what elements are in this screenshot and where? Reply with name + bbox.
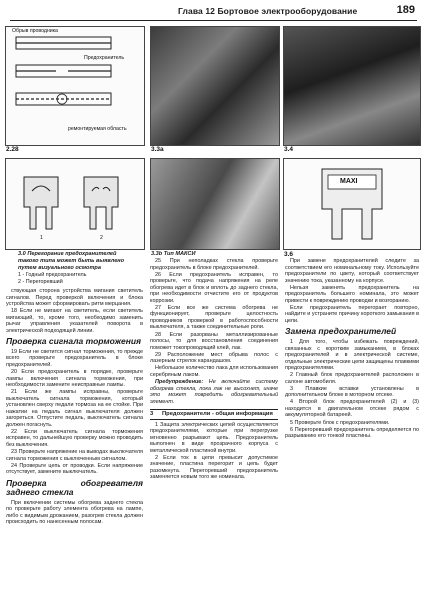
figure-3-6 bbox=[283, 158, 421, 250]
page-number: 189 bbox=[396, 4, 415, 16]
page-header bbox=[10, 4, 417, 21]
figure-3-4-photo bbox=[283, 26, 421, 146]
warning-note bbox=[150, 379, 278, 405]
figure-3-0-legend bbox=[18, 272, 138, 286]
annotation-wire-break: Обрыв проводника bbox=[12, 28, 58, 34]
paragraph: 25 При неполадках стекла проверьте предохранитель в блоке предохранителей. bbox=[150, 258, 278, 271]
paragraph: 21 Если же лампы исправны, проверьте выключатель сигнала торможения, который установлен сверху педали тормоза на ее стойке. При нажатии на педаль сигнал выключателя должен загореться. Отпустите педаль, выключатель сигнала должен погаснуть. bbox=[6, 389, 143, 428]
fuse-item-2-number: 2 bbox=[100, 235, 103, 241]
paragraph: 6 Перегоревший предохранитель определяется по разрыванию его тонкой пластины. bbox=[285, 426, 419, 440]
paragraph: 1 Защита электрических цепей осуществляется предохранителями, которые при перегрузке мгновенно разрывают цепь. Предохранитель выполнен в виде прозрачного корпуса с металлической пластиной внутри. bbox=[150, 421, 278, 454]
heading-brake-signal: Проверка сигнала торможения bbox=[6, 336, 142, 347]
paragraph: Небольшое количество лака для использования серебряным лаком. bbox=[150, 365, 278, 378]
fuse-item-1-number: 1 bbox=[40, 235, 43, 241]
annotation-repaired-area: ремонтируемая область bbox=[68, 126, 127, 132]
paragraph: 19 Если не светится сигнал торможения, то прежде всего проверьте предохранитель в блоке предохранителей. bbox=[6, 348, 143, 368]
paragraph: 20 Если предохранитель в порядке, проверьте лампы включения сигнала торможения, при необходимости замените неисправные лампы. bbox=[6, 368, 143, 389]
annotation-fuse: Предохранитель bbox=[84, 55, 125, 61]
fuse-comparison-diagram bbox=[6, 159, 144, 249]
warning-title: Предупреждение: bbox=[155, 379, 204, 386]
paragraph: При включении системы обогрева заднего стекла по проверьте работу элемента обогрева на лампе, либо с видимым дрожанием, разогрев стекла должен происходить по нанесенным полосам. bbox=[6, 499, 143, 526]
legend-item-good: 1 - Годный предохранитель bbox=[18, 272, 87, 278]
paragraph: 3 Плавкие вставки установлены в дополнительном блоке в моторном отсеке. bbox=[285, 385, 419, 399]
heading-fuse-replacement: Замена предохранителей bbox=[285, 326, 397, 337]
figure-3-0-caption bbox=[18, 251, 138, 272]
figure-caption-tail: Тип МАКСИ bbox=[163, 251, 196, 257]
figure-label-3-3b: 3.3b bbox=[151, 251, 163, 257]
text-column-3 bbox=[285, 258, 419, 440]
figure-3-3b-caption bbox=[151, 251, 276, 258]
section-header bbox=[150, 409, 278, 420]
maxi-stamp-text: MAXI bbox=[340, 178, 358, 185]
figure-label-2-28: 2.28 bbox=[6, 146, 19, 153]
figure-label-3-6: 3.6 bbox=[284, 251, 294, 258]
section-number: 3 bbox=[150, 410, 154, 417]
paragraph: 2 Если ток в цепи превысит допустимое значение, пластина перегорит и цепь будет разомкнута. Перегоревший предохранитель заменяется новым того же номинала. bbox=[150, 454, 278, 481]
paragraph: 5 Проверьте блок с предохранителями. bbox=[290, 419, 390, 426]
paragraph: 23 Проверьте напряжение на выводах выключателя сигнала торможения с выключенным сигналом. bbox=[6, 449, 143, 462]
figure-3-3b-photo bbox=[150, 158, 280, 250]
paragraph: При замене предохранителей следите за соответствием его номинальному току. Используйте предохранители по цвету, который соответствует значению тока, указанному на корпусе. bbox=[285, 258, 419, 284]
paragraph: 22 Если выключатель сигнала торможения исправен, то дальнейшую проверку можно проводить без выключения. bbox=[6, 428, 143, 448]
figure-label-3-4: 3.4 bbox=[284, 146, 294, 153]
paragraph: 2 Главный блок предохранителей расположен в салоне автомобиля. bbox=[285, 372, 419, 385]
text-column-1 bbox=[6, 288, 143, 526]
figure-3-3a-photo bbox=[150, 26, 280, 146]
paragraph: Если предохранитель перегорает повторно, найдите и устраните причину короткого замыкания в цепи. bbox=[285, 304, 419, 324]
legend-item-blown: 2 - Перегоревший bbox=[18, 279, 63, 285]
paragraph: ствующая сторона устройства мигания светитель сигналов. Перед проверкой включения и блока устройства может сформировать ритм мерцания. bbox=[6, 288, 143, 308]
figure-3-0 bbox=[5, 158, 145, 250]
warning-text: Не включайте систему обогрева стекла, пока лак не высохнет, иначе это может повредить обогревательный элемент. bbox=[150, 379, 279, 405]
paragraph: 29 Расположение мест обрыва полос с лазерным стрелок карандашом. bbox=[150, 351, 278, 365]
paragraph: 18 Если не мигают на светитель, если светитель мигающий, то, кроме того, необходимо заменить рычаг управления указателей поворота в электрической подходящей линии. bbox=[6, 308, 143, 334]
paragraph: 26 Если предохранитель исправен, то проверьте, что подача напряжения на реле обогрева идет в блок и вплоть до заднего стекла, при необходимости отчистите его от продуктов коррозии. bbox=[150, 271, 278, 304]
figure-label-3-3a: 3.3a bbox=[151, 146, 164, 153]
maxi-fuse-drawing bbox=[284, 159, 420, 249]
figure-label-3-0: 3.0 bbox=[18, 251, 26, 257]
paragraph: 1 Для того, чтобы избежать повреждений, связанных с коротким замыканием, в блоках предохранителей и в электрической системе, отдельные электрические цепи защищены плавкими предохранителями. bbox=[285, 338, 419, 372]
figure-caption-text: Перегорание предохранителей такого типа может быть выявлено путем визуального осмотра bbox=[18, 251, 125, 271]
paragraph: 24 Проверьте цепь от проводки. Если напряжение отсутствует, замените выключатель. bbox=[6, 462, 143, 476]
paragraph: Нельзя заменять предохранитель на предохранитель большего номинала, это может привести к повреждению проводки и возгоранию. bbox=[285, 284, 419, 304]
text-column-2 bbox=[150, 258, 278, 481]
heading-rear-defroster: Проверка обогревателя заднего стекла bbox=[6, 477, 143, 498]
paragraph: 28 Если разорваны металлизированные полосы, то для восстановления соединения поможет токопроводящий клей, лак. bbox=[150, 331, 278, 351]
figure-2-28 bbox=[5, 26, 145, 146]
section-title: Предохранители - общая информация bbox=[162, 410, 273, 417]
paragraph: 4 Второй блок предохранителей (2) и (3) находится в двигательном отсеке рядом с аккумуляторной батареей. bbox=[285, 399, 419, 419]
paragraph: 27 Если все же система обогрева не функционирует, проверьте целостность проводников проверкой в работоспособности выключателя, а также соединительные роли. bbox=[150, 304, 278, 331]
chapter-title: Глава 12 Бортовое электрооборудование bbox=[178, 6, 358, 16]
